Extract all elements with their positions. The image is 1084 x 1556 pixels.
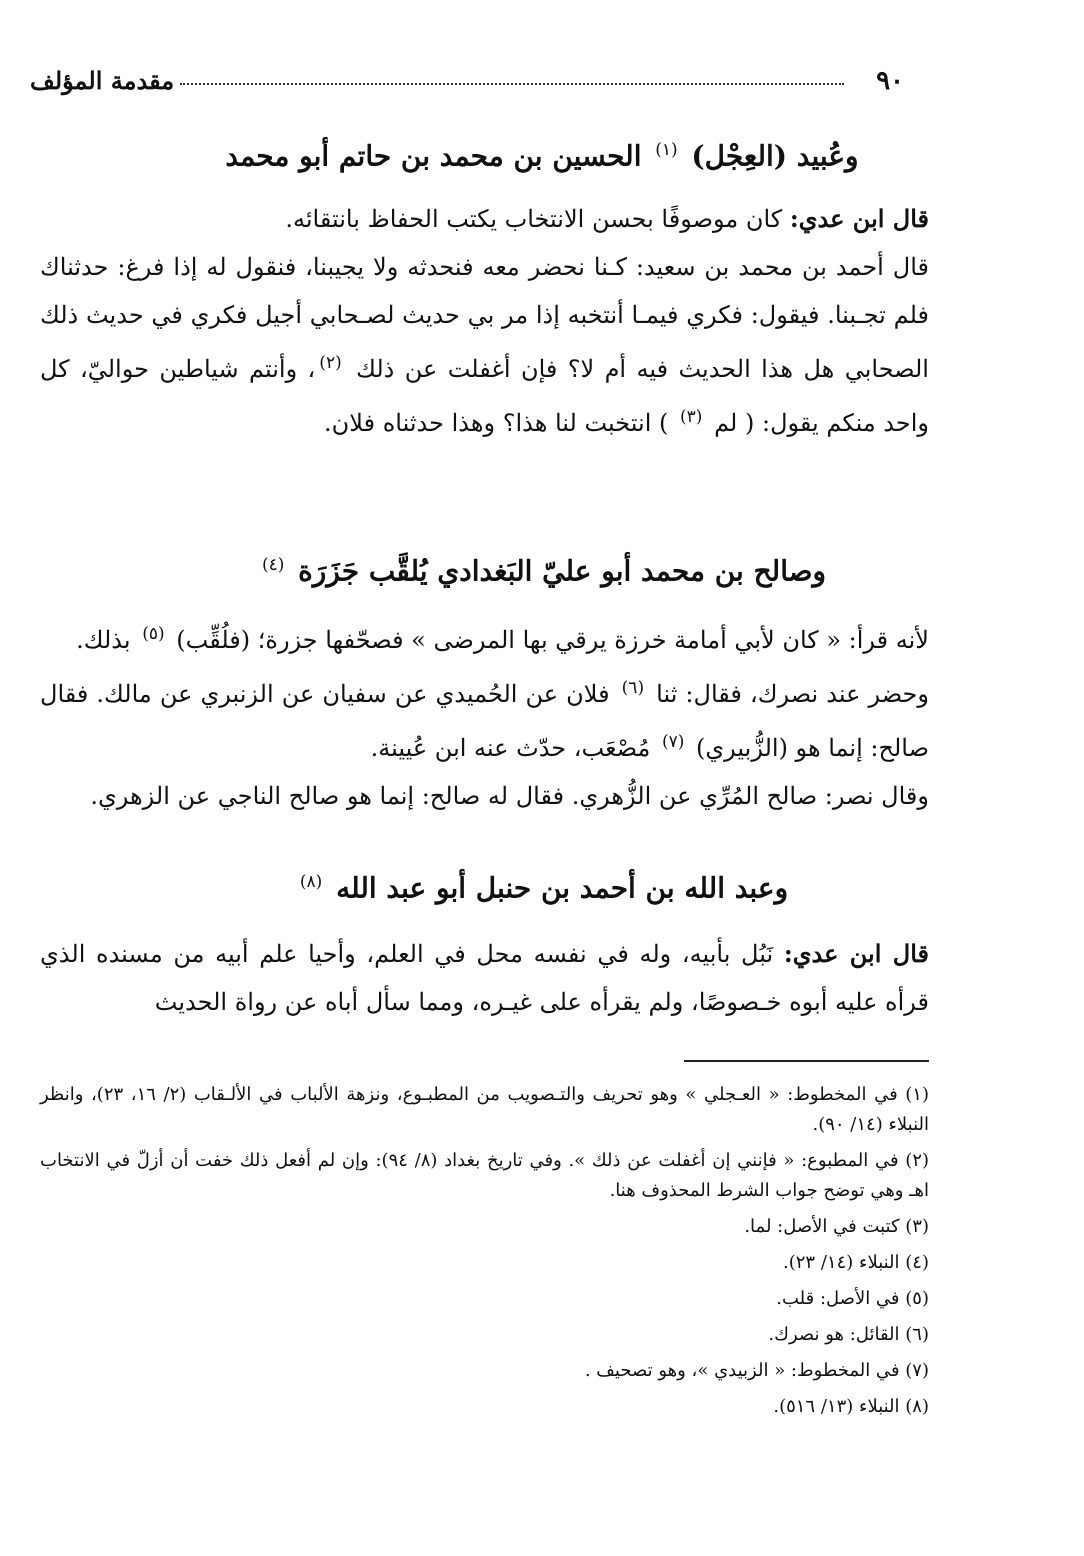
heading-text: وصالح بن محمد أبو عليّ البَغدادي يُلقَّب جَزَرَة <box>298 554 827 588</box>
footnote: (١) في المخطوط: « العـجلي » وهو تحريف والتـصويب من المطبـوع، ونزهة الألباب في الألـقاب (٢/ ١٦، ٢٣)، وانظر النبلاء (١٤/ ٩٠). <box>40 1084 929 1135</box>
section-2-body <box>40 610 929 820</box>
footnote-ref: (١) <box>655 140 678 160</box>
footnote-ref: (٣) <box>680 407 703 427</box>
footnote-separator <box>684 1060 929 1062</box>
paragraph-text: فلان عن الحُميدي عن سفيان عن الزنبري عن مالك. فقال صالح: إنما هو (الزُّبيري) <box>40 680 929 762</box>
footnote: (٢) في المطبوع: « فإنني إن أغفلت عن ذلك ». وفي تاريخ بغداد (٨/ ٩٤): وإن لم أفعل ذلك خفت أن أزلّ في الانتخاب اهـ وهي توضح جواب الشرط المحذوف هنا. <box>40 1150 930 1201</box>
footnote: (٣) كتبت في الأصل: لما. <box>744 1216 929 1237</box>
footnotes <box>40 1080 929 1428</box>
running-header <box>30 64 904 94</box>
footnote-ref: (٥) <box>142 624 165 644</box>
section-heading-3 <box>120 862 964 908</box>
footnote-ref: (٨) <box>299 872 323 892</box>
section-heading-1 <box>120 130 964 176</box>
footnote: (٤) النبلاء (١٤/ ٢٣). <box>783 1252 929 1273</box>
footnote-ref: (٦) <box>621 678 645 698</box>
heading-text: وعُبيد (العِجْل) <box>691 139 859 173</box>
footnote-ref: (٤) <box>261 555 285 575</box>
footnote: (٧) في المخطوط: « الزبيدي »، وهو تصحيف . <box>584 1360 929 1381</box>
footnote: (٦) القائل: هو نصرك. <box>768 1324 929 1345</box>
paragraph <box>40 664 929 772</box>
section-3-body <box>40 930 929 1026</box>
paragraph-text: مُصْعَب، حدّث عنه ابن عُيينة. <box>370 734 651 762</box>
section-heading-2 <box>120 545 964 591</box>
paragraph-text: ، وأنتم شياطين حواليّ، كل واحد منكم يقول: ( لم <box>40 355 929 437</box>
footnote-ref: (٢) <box>319 353 342 373</box>
paragraph-text: وحضر عند نصرك، فقال: ثنا <box>656 680 929 708</box>
heading-text: الحسين بن محمد بن حاتم أبو محمد <box>225 139 642 173</box>
paragraph-lead: قال ابن عدي: <box>783 939 929 968</box>
paragraph <box>40 930 929 1026</box>
section-1-body <box>40 195 929 447</box>
paragraph-text: ) انتخبت لنا هذا؟ وهذا حدثناه فلان. <box>324 409 669 437</box>
footnote: (٨) النبلاء (١٣/ ٥١٦). <box>773 1396 929 1417</box>
paragraph-text: كان موصوفًا بحسن الانتخاب يكتب الحفاظ بانتقائه. <box>285 205 783 233</box>
header-dotted-rule <box>180 83 844 85</box>
paragraph-text: لأنه قرأ: « كان لأبي أمامة خرزة يرقي بها المرضى » فصحّفها جزرة؛ (فلُقِّب) <box>176 626 929 654</box>
running-title: مقدمة المؤلف <box>30 66 175 95</box>
paragraph-text: نَبُل بأبيه، وله في نفسه محل في العلم، وأحيا علم أبيه من مسنده الذي قرأه عليه أبوه خـصوصًا، ولم يقرأه على غيـره، ومما سأل أباه عن رواة الحديث <box>40 940 929 1016</box>
page-number: ٩٠ <box>876 66 904 96</box>
paragraph <box>40 610 929 664</box>
paragraph-text: وقال نصر: صالح المُرِّي عن الزُّهري. فقال له صالح: إنما هو صالح الناجي عن الزهري. <box>90 782 929 810</box>
paragraph <box>40 243 929 447</box>
paragraph-text: قال أحمد بن محمد بن سعيد: كـنا نحضر معه فنحدثه ولا يجيبنا، فنقول له إذا فرغ: حدثناك فلم تجـبنا. فيقول: فكري فيمـا أنتخبه إذا مر بي حديث لصـحابي أجيل فكري في حديث ذلك الصحابي هل هذا الحديث فيه أم لا؟ فإن أغفلت عن ذلك <box>40 253 929 383</box>
paragraph <box>40 772 929 820</box>
paragraph-lead: قال ابن عدي: <box>789 204 929 233</box>
heading-text: وعبد الله بن أحمد بن حنبل أبو عبد الله <box>336 871 789 905</box>
footnote-ref: (٧) <box>661 732 685 752</box>
paragraph-text: بذلك. <box>76 626 131 654</box>
paragraph <box>40 195 929 243</box>
footnote: (٥) في الأصل: قلب. <box>776 1288 929 1309</box>
